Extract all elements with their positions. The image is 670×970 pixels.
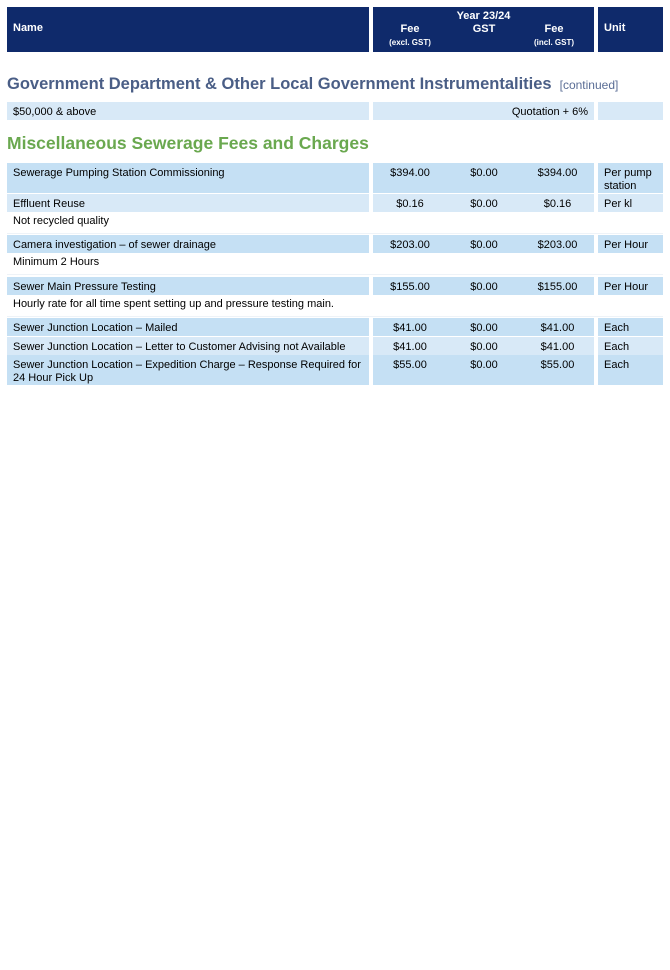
row-fee-excl: $203.00 bbox=[373, 235, 447, 253]
row-note bbox=[7, 295, 663, 317]
table-row bbox=[7, 163, 663, 193]
row-fee-incl: $41.00 bbox=[521, 337, 594, 355]
header-year-group bbox=[373, 7, 594, 52]
section-heading-misc: Miscellaneous Sewerage Fees and Charges bbox=[7, 133, 369, 153]
header-fee-excl bbox=[379, 23, 441, 49]
row-fee-excl: $41.00 bbox=[373, 337, 447, 355]
row-gst: $0.00 bbox=[447, 277, 521, 295]
row-fee-merged: Quotation + 6% bbox=[373, 102, 594, 120]
header-gst: GST bbox=[472, 23, 496, 35]
row-gst: $0.00 bbox=[447, 194, 521, 212]
header-fee-incl bbox=[523, 23, 585, 49]
row-fee-incl: $203.00 bbox=[521, 235, 594, 253]
header-unit: Unit bbox=[598, 7, 663, 52]
row-unit: Per Hour bbox=[598, 235, 663, 253]
table-row bbox=[7, 277, 663, 295]
table-row bbox=[7, 194, 663, 212]
row-fee-excl: $155.00 bbox=[373, 277, 447, 295]
row-name: Effluent Reuse bbox=[7, 194, 369, 212]
row-unit: Each bbox=[598, 337, 663, 355]
row-fee-excl: $41.00 bbox=[373, 318, 447, 336]
row-name: Sewer Junction Location – Letter to Customer Advising not Available bbox=[7, 337, 369, 355]
section-title: Government Department & Other Local Government Instrumentalities bbox=[7, 75, 552, 93]
row-note-text: Minimum 2 Hours bbox=[13, 256, 100, 268]
row-gst: $0.00 bbox=[447, 235, 521, 253]
row-gst: $0.00 bbox=[447, 163, 521, 193]
table-row bbox=[7, 102, 663, 120]
row-fee-incl: $41.00 bbox=[521, 318, 594, 336]
row-fee-excl: $55.00 bbox=[373, 355, 447, 385]
row-fee-excl: $394.00 bbox=[373, 163, 447, 193]
row-name: Camera investigation – of sewer drainage bbox=[7, 235, 369, 253]
row-unit: Per Hour bbox=[598, 277, 663, 295]
table-row bbox=[7, 235, 663, 253]
table-row bbox=[7, 355, 663, 385]
row-unit: Each bbox=[598, 355, 663, 385]
row-note bbox=[7, 212, 663, 234]
row-unit: Per pump station bbox=[598, 163, 663, 193]
row-fee-incl: $155.00 bbox=[521, 277, 594, 295]
table-header bbox=[7, 7, 663, 52]
row-gst: $0.00 bbox=[447, 355, 521, 385]
row-name: Sewer Junction Location – Expedition Charge – Response Required for 24 Hour Pick Up bbox=[7, 355, 369, 385]
table-row bbox=[7, 337, 663, 355]
row-unit bbox=[598, 102, 663, 120]
row-gst: $0.00 bbox=[447, 337, 521, 355]
header-name: Name bbox=[7, 7, 369, 52]
section-heading bbox=[7, 75, 618, 94]
header-fee-incl-sub: (incl. GST) bbox=[534, 38, 574, 47]
header-fee-incl-label: Fee bbox=[544, 23, 564, 35]
header-fee-excl-sub: (excl. GST) bbox=[389, 38, 431, 47]
row-note-text: Hourly rate for all time spent setting up and pressure testing main. bbox=[13, 298, 334, 310]
row-fee-incl: $0.16 bbox=[521, 194, 594, 212]
header-fee-excl-label: Fee bbox=[400, 23, 420, 35]
row-gst: $0.00 bbox=[447, 318, 521, 336]
row-name: Sewerage Pumping Station Commissioning bbox=[7, 163, 369, 193]
table-row bbox=[7, 318, 663, 336]
row-fee-incl: $394.00 bbox=[521, 163, 594, 193]
row-name: Sewer Main Pressure Testing bbox=[7, 277, 369, 295]
row-note bbox=[7, 253, 663, 275]
row-name: $50,000 & above bbox=[7, 102, 369, 120]
header-year: Year 23/24 bbox=[456, 10, 511, 22]
row-fee-excl: $0.16 bbox=[373, 194, 447, 212]
row-unit: Per kl bbox=[598, 194, 663, 212]
row-fee-incl: $55.00 bbox=[521, 355, 594, 385]
continued-label: [continued] bbox=[559, 78, 619, 92]
row-unit: Each bbox=[598, 318, 663, 336]
row-note-text: Not recycled quality bbox=[13, 215, 109, 227]
row-name: Sewer Junction Location – Mailed bbox=[7, 318, 369, 336]
